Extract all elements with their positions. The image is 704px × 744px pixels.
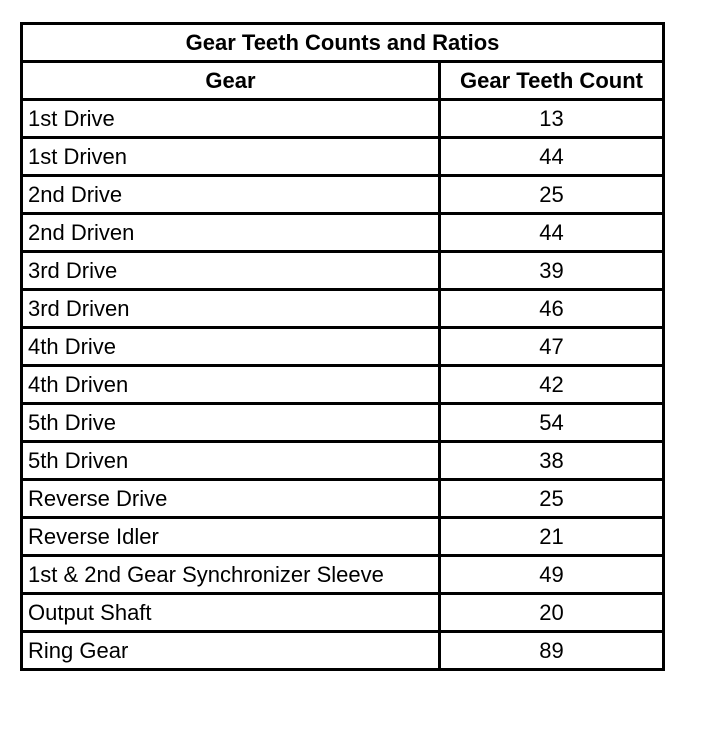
teeth-count-cell: 21 — [440, 518, 664, 556]
gear-name-cell: 5th Driven — [22, 442, 440, 480]
teeth-count-cell: 20 — [440, 594, 664, 632]
gear-name-cell: 1st Driven — [22, 138, 440, 176]
table-row — [22, 480, 664, 518]
gear-name-cell: Reverse Drive — [22, 480, 440, 518]
table-row — [22, 442, 664, 480]
gear-name-cell: 2nd Drive — [22, 176, 440, 214]
gear-teeth-table — [20, 22, 665, 671]
teeth-count-cell: 54 — [440, 404, 664, 442]
teeth-count-cell: 25 — [440, 480, 664, 518]
table-row — [22, 594, 664, 632]
gear-name-cell: 4th Drive — [22, 328, 440, 366]
gear-name-cell: 5th Drive — [22, 404, 440, 442]
table-row — [22, 214, 664, 252]
table-row — [22, 632, 664, 670]
teeth-count-cell: 42 — [440, 366, 664, 404]
table-row — [22, 290, 664, 328]
gear-name-cell: 4th Driven — [22, 366, 440, 404]
teeth-count-cell: 44 — [440, 214, 664, 252]
column-header-teeth-count: Gear Teeth Count — [440, 62, 664, 100]
gear-name-cell: 2nd Driven — [22, 214, 440, 252]
table-row — [22, 176, 664, 214]
table-row — [22, 138, 664, 176]
teeth-count-cell: 38 — [440, 442, 664, 480]
gear-name-cell: Ring Gear — [22, 632, 440, 670]
teeth-count-cell: 89 — [440, 632, 664, 670]
table-body — [22, 100, 664, 670]
table-row — [22, 328, 664, 366]
table-row — [22, 100, 664, 138]
gear-name-cell: 3rd Drive — [22, 252, 440, 290]
gear-name-cell: Reverse Idler — [22, 518, 440, 556]
teeth-count-cell: 39 — [440, 252, 664, 290]
teeth-count-cell: 47 — [440, 328, 664, 366]
teeth-count-cell: 44 — [440, 138, 664, 176]
table-row — [22, 404, 664, 442]
table-row — [22, 556, 664, 594]
table-row — [22, 366, 664, 404]
gear-name-cell: 1st Drive — [22, 100, 440, 138]
table-header-row — [22, 62, 664, 100]
table-title-row — [22, 24, 664, 62]
gear-name-cell: 3rd Driven — [22, 290, 440, 328]
table-title: Gear Teeth Counts and Ratios — [22, 24, 664, 62]
table-row — [22, 518, 664, 556]
column-header-gear: Gear — [22, 62, 440, 100]
teeth-count-cell: 49 — [440, 556, 664, 594]
gear-name-cell: Output Shaft — [22, 594, 440, 632]
gear-table-container — [20, 22, 662, 671]
teeth-count-cell: 46 — [440, 290, 664, 328]
table-row — [22, 252, 664, 290]
gear-name-cell: 1st & 2nd Gear Synchronizer Sleeve — [22, 556, 440, 594]
teeth-count-cell: 25 — [440, 176, 664, 214]
teeth-count-cell: 13 — [440, 100, 664, 138]
